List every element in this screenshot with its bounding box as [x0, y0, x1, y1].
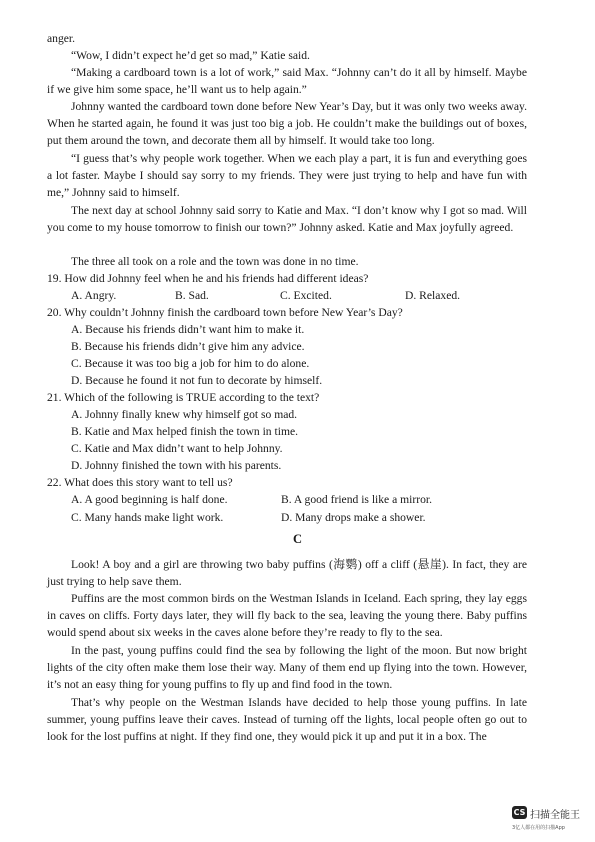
scanner-app-name: 扫描全能王 — [530, 810, 580, 821]
section-c-paragraph-3: In the past, young puffins could find the sea by following the light of the moon. But now bright lights of the city often make them lose their way. Many of them end up flying into the town. However, it’s not an easy thing for young puffins to fly up and find food in the town. — [47, 644, 527, 692]
question-19-option-b: B. Sad. — [175, 289, 209, 302]
question-21-stem: 21. Which of the following is TRUE according to the text? — [47, 391, 320, 404]
section-c-paragraph-4: That’s why people on the Westman Islands have decided to help those young puffins. In late summer, young puffins leave their caves. Instead of turning off the lights, local people often go out to look for the lost puffins at night. If they find one, they would pick it up and put it in a box. The — [47, 696, 527, 744]
question-21-option-b: B. Katie and Max helped finish the town in time. — [71, 425, 299, 438]
question-19-option-a: A. Angry. — [71, 289, 117, 302]
question-21-option-a: A. Johnny finally knew why himself got so mad. — [71, 408, 298, 421]
section-c-paragraph-1: Look! A boy and a girl are throwing two baby puffins (海鹦) off a cliff (悬崖). In fact, they are just trying to help save them. — [47, 558, 527, 589]
story-paragraph-7: The three all took on a role and the town was done in no time. — [71, 255, 359, 268]
scanner-logo-icon: CS — [513, 808, 526, 817]
question-20-option-c: C. Because it was too big a job for him to do alone. — [71, 357, 310, 370]
question-20-option-a: A. Because his friends didn’t want him to make it. — [71, 323, 305, 336]
question-19-stem: 19. How did Johnny feel when he and his friends had different ideas? — [47, 272, 369, 285]
story-paragraph-5: “I guess that’s why people work together. When we each play a part, it is fun and everything goes a lot faster. Maybe I should say sorry to my friends. They were just trying to help and have fun with me,” Johnny said to himself. — [47, 152, 527, 200]
question-22-option-a: A. A good beginning is half done. — [71, 493, 228, 506]
story-paragraph-3: “Making a cardboard town is a lot of work,” said Max. “Johnny can’t do it all by himself. Maybe if we give him some space, he’ll want us to help again.” — [47, 66, 527, 97]
story-paragraph-2: “Wow, I didn’t expect he’d get so mad,” Katie said. — [71, 49, 310, 62]
question-20-option-b: B. Because his friends didn’t give him any advice. — [71, 340, 305, 353]
question-22-stem: 22. What does this story want to tell us? — [47, 476, 233, 489]
question-22-option-b: B. A good friend is like a mirror. — [281, 493, 433, 506]
section-c-heading: C — [292, 532, 303, 546]
question-20-stem: 20. Why couldn’t Johnny finish the cardboard town before New Year’s Day? — [47, 306, 403, 319]
scanner-tagline: 3亿人都在用的扫描App — [512, 825, 565, 831]
story-paragraph-1: anger. — [47, 32, 76, 45]
question-19-option-d: D. Relaxed. — [405, 289, 461, 302]
question-20-option-d: D. Because he found it not fun to decorate by himself. — [71, 374, 323, 387]
question-22-option-c: C. Many hands make light work. — [71, 511, 224, 524]
story-paragraph-4: Johnny wanted the cardboard town done before New Year’s Day, but it was only two weeks away. When he started again, he found it was just too big a job. He couldn’t make the buildings out of boxes, put them around the town, and decorate them all by himself. It would take too long. — [47, 100, 527, 148]
question-19-option-c: C. Excited. — [280, 289, 332, 302]
section-c-paragraph-2: Puffins are the most common birds on the Westman Islands in Iceland. Each spring, they lay eggs in caves on cliffs. Forty days later, they will fly back to the sea, leaving the young there. Baby puffins would spend about six weeks in the caves alone before they’re ready to fly to the sea. — [47, 592, 527, 640]
scanner-watermark — [512, 806, 592, 840]
question-22-option-d: D. Many drops make a shower. — [281, 511, 426, 524]
question-21-option-c: C. Katie and Max didn’t want to help Johnny. — [71, 442, 283, 455]
question-21-option-d: D. Johnny finished the town with his parents. — [71, 459, 282, 472]
story-paragraph-6: The next day at school Johnny said sorry to Katie and Max. “I don’t know why I got so mad. Will you come to my house tomorrow to finish our town?” Johnny asked. Katie and Max joyfully agreed. — [47, 204, 527, 235]
